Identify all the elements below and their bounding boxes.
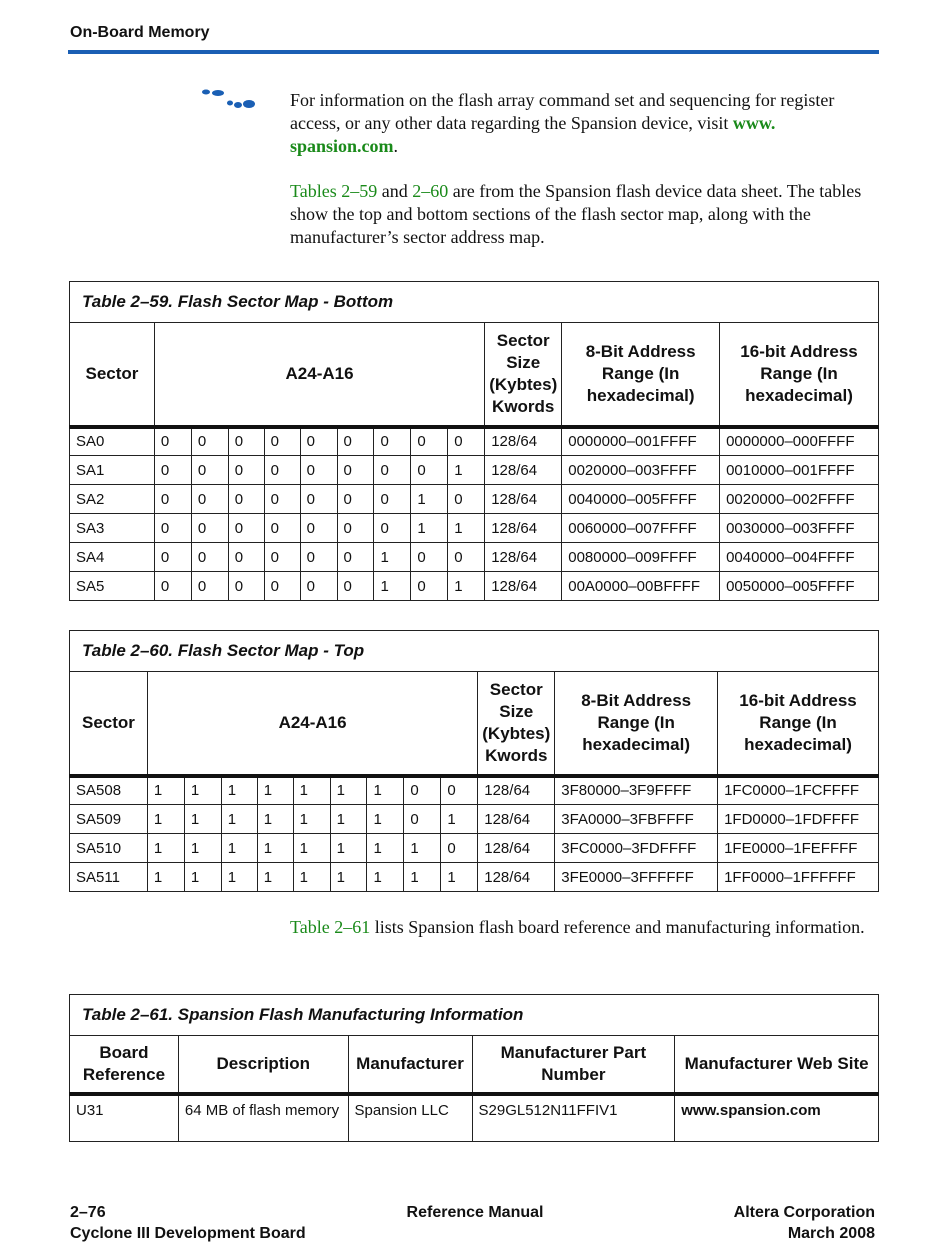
intro-paragraph bbox=[290, 180, 875, 249]
table-cell: 0 bbox=[154, 456, 191, 485]
table-cell: 1 bbox=[330, 776, 367, 805]
footer-page-number: 2–76 bbox=[70, 1204, 106, 1221]
table-cell: 0 bbox=[228, 514, 264, 543]
table-cell: 0 bbox=[228, 543, 264, 572]
table-cell: 0 bbox=[300, 514, 337, 543]
table-cell: S29GL512N11FFIV1 bbox=[472, 1094, 675, 1142]
footer-company: Altera Corporation bbox=[733, 1204, 875, 1221]
table-cell: 0 bbox=[228, 427, 264, 456]
table-cell: 1 bbox=[221, 834, 257, 863]
table-cell: 1 bbox=[293, 805, 330, 834]
table-cell: 1 bbox=[374, 572, 411, 601]
column-header: Manufacturer Part Number bbox=[472, 1036, 675, 1094]
table-row bbox=[70, 427, 879, 456]
table-cell: 0 bbox=[411, 427, 448, 456]
table-cell: 0 bbox=[300, 543, 337, 572]
table-cell: SA511 bbox=[70, 863, 148, 892]
table-cell: 00A0000–00BFFFF bbox=[562, 572, 720, 601]
note-end: . bbox=[393, 136, 399, 156]
table-cell: 128/64 bbox=[478, 776, 555, 805]
intro-rest: are from the Spansion flash device data sheet. The tables show the top and bottom sections of the flash sector map, along with the manufacturer’s sector address map. bbox=[290, 181, 862, 247]
table-cell: 0 bbox=[337, 485, 374, 514]
table-cell: 1FE0000–1FEFFFF bbox=[718, 834, 879, 863]
table-row bbox=[70, 834, 879, 863]
table-row bbox=[70, 543, 879, 572]
table-cell: SA4 bbox=[70, 543, 155, 572]
table-cell: 1 bbox=[367, 805, 404, 834]
table-cell: Spansion LLC bbox=[348, 1094, 472, 1142]
table-cell: 0000000–001FFFF bbox=[562, 427, 720, 456]
table-cell: 0 bbox=[300, 456, 337, 485]
table-cell: 1 bbox=[184, 805, 221, 834]
table-cell: 3FC0000–3FDFFFF bbox=[555, 834, 718, 863]
footer-date: March 2008 bbox=[787, 1225, 875, 1242]
table-cell: 0 bbox=[337, 427, 374, 456]
table-61-paragraph bbox=[290, 916, 875, 939]
column-header: 8-Bit Address Range (In hexadecimal) bbox=[555, 672, 718, 776]
table-cell: 0030000–003FFFF bbox=[720, 514, 879, 543]
table-cell: 0 bbox=[264, 514, 300, 543]
table-cell: 0 bbox=[228, 485, 264, 514]
table-cell: 128/64 bbox=[485, 427, 562, 456]
table-cell: 0 bbox=[448, 485, 485, 514]
table-cell: 0 bbox=[228, 456, 264, 485]
flash-sector-map-bottom-table bbox=[69, 281, 879, 601]
table-cell: SA3 bbox=[70, 514, 155, 543]
spansion-link[interactable]: www. spansion.com bbox=[290, 113, 776, 156]
table-cell: 0 bbox=[411, 543, 448, 572]
table-cell: 128/64 bbox=[485, 514, 562, 543]
table-cell: 0 bbox=[411, 572, 448, 601]
table-row bbox=[70, 863, 879, 892]
table-cell: 1 bbox=[147, 834, 184, 863]
table-cell: 0 bbox=[337, 514, 374, 543]
table-cell: 1 bbox=[404, 863, 441, 892]
table-row bbox=[70, 776, 879, 805]
column-header: Manufacturer bbox=[348, 1036, 472, 1094]
table-cell: 1 bbox=[293, 776, 330, 805]
table-2-61-link[interactable]: Table 2–61 bbox=[290, 917, 371, 937]
column-header: 16-bit Address Range (In hexadecimal) bbox=[718, 672, 879, 776]
table-cell: 128/64 bbox=[478, 834, 555, 863]
table-cell: 1 bbox=[257, 776, 293, 805]
table-cell: 1 bbox=[257, 863, 293, 892]
table-cell: 0020000–002FFFF bbox=[720, 485, 879, 514]
table-cell[interactable]: www.spansion.com bbox=[675, 1094, 879, 1142]
table-cell: 0 bbox=[337, 543, 374, 572]
table-cell: 0 bbox=[154, 572, 191, 601]
table-cell: SA0 bbox=[70, 427, 155, 456]
table-cell: 128/64 bbox=[485, 572, 562, 601]
table-cell: 1 bbox=[367, 834, 404, 863]
table-cell: 1 bbox=[293, 863, 330, 892]
spansion-manufacturing-table bbox=[69, 994, 879, 1142]
table-cell: 1 bbox=[257, 805, 293, 834]
table-cell: 0040000–004FFFF bbox=[720, 543, 879, 572]
table-cell: 1 bbox=[221, 805, 257, 834]
table-cell: 0 bbox=[264, 572, 300, 601]
table-cell: 1 bbox=[367, 776, 404, 805]
footer-right bbox=[734, 1202, 875, 1244]
table-cell: 1 bbox=[147, 776, 184, 805]
table-cell: 1FD0000–1FDFFFF bbox=[718, 805, 879, 834]
table-row bbox=[70, 1094, 879, 1142]
column-header: Manufacturer Web Site bbox=[675, 1036, 879, 1094]
table-cell: 3FA0000–3FBFFFF bbox=[555, 805, 718, 834]
table-row bbox=[70, 805, 879, 834]
header-rule bbox=[68, 50, 879, 54]
table-cell: SA508 bbox=[70, 776, 148, 805]
table-cell: 0 bbox=[448, 543, 485, 572]
column-header: A24-A16 bbox=[147, 672, 477, 776]
tables-2-59-link[interactable]: Tables 2–59 bbox=[290, 181, 378, 201]
table-cell: 128/64 bbox=[485, 485, 562, 514]
table-cell: 128/64 bbox=[478, 863, 555, 892]
table-cell: 0 bbox=[441, 834, 478, 863]
table-caption: Table 2–60. Flash Sector Map - Top bbox=[70, 631, 879, 672]
column-header: Sector bbox=[70, 323, 155, 427]
table-cell: 0 bbox=[404, 805, 441, 834]
table-cell: 0 bbox=[337, 456, 374, 485]
table-cell: 1 bbox=[257, 834, 293, 863]
table-2-60-link[interactable]: 2–60 bbox=[412, 181, 449, 201]
table-cell: 1 bbox=[448, 572, 485, 601]
table-cell: 1 bbox=[448, 456, 485, 485]
table-cell: 0 bbox=[154, 427, 191, 456]
para61-rest: lists Spansion flash board reference and manufacturing information. bbox=[370, 917, 865, 937]
note-paragraph bbox=[290, 89, 875, 158]
table-cell: 0 bbox=[191, 543, 228, 572]
column-header: Sector Size (Kybtes) Kwords bbox=[485, 323, 562, 427]
table-cell: SA2 bbox=[70, 485, 155, 514]
table-cell: 0 bbox=[191, 456, 228, 485]
table-cell: 1 bbox=[330, 834, 367, 863]
table-cell: 0 bbox=[300, 427, 337, 456]
table-cell: 0 bbox=[264, 427, 300, 456]
footer-board-name: Cyclone III Development Board bbox=[70, 1225, 306, 1242]
table-cell: 1 bbox=[448, 514, 485, 543]
table-cell: 0 bbox=[191, 427, 228, 456]
column-header: Sector Size (Kybtes) Kwords bbox=[478, 672, 555, 776]
table-cell: 64 MB of flash memory bbox=[178, 1094, 348, 1142]
column-header: 8-Bit Address Range (In hexadecimal) bbox=[562, 323, 720, 427]
table-row bbox=[70, 514, 879, 543]
table-cell: 1 bbox=[184, 863, 221, 892]
table-cell: 0 bbox=[264, 485, 300, 514]
table-cell: 0 bbox=[411, 456, 448, 485]
table-cell: 0 bbox=[154, 514, 191, 543]
table-cell: 0 bbox=[374, 514, 411, 543]
table-cell: 1 bbox=[404, 834, 441, 863]
note-text: For information on the flash array command set and sequencing for register access, or any other data regarding the Spansion device, visit bbox=[290, 90, 835, 133]
table-cell: 0 bbox=[264, 456, 300, 485]
table-cell: 0020000–003FFFF bbox=[562, 456, 720, 485]
table-cell: SA509 bbox=[70, 805, 148, 834]
table-cell: 1 bbox=[184, 776, 221, 805]
table-cell: 1 bbox=[441, 805, 478, 834]
table-cell: 1 bbox=[221, 863, 257, 892]
flash-sector-map-top-table bbox=[69, 630, 879, 892]
intro-and: and bbox=[377, 181, 413, 201]
footprints-icon bbox=[200, 88, 260, 112]
table-cell: 0010000–001FFFF bbox=[720, 456, 879, 485]
table-cell: 0 bbox=[191, 572, 228, 601]
table-cell: 0 bbox=[154, 543, 191, 572]
table-cell: 0 bbox=[374, 427, 411, 456]
table-cell: U31 bbox=[70, 1094, 179, 1142]
table-cell: 0 bbox=[228, 572, 264, 601]
table-cell: 1 bbox=[184, 834, 221, 863]
page-header-title: On-Board Memory bbox=[70, 24, 210, 41]
table-cell: 1FF0000–1FFFFFF bbox=[718, 863, 879, 892]
column-header: A24-A16 bbox=[154, 323, 484, 427]
table-caption: Table 2–61. Spansion Flash Manufacturing Information bbox=[70, 995, 879, 1036]
table-cell: 1 bbox=[221, 776, 257, 805]
column-header: Sector bbox=[70, 672, 148, 776]
table-cell: SA510 bbox=[70, 834, 148, 863]
table-cell: 0 bbox=[264, 543, 300, 572]
table-cell: 0 bbox=[300, 572, 337, 601]
table-cell: 0 bbox=[441, 776, 478, 805]
table-cell: 0040000–005FFFF bbox=[562, 485, 720, 514]
table-cell: 1 bbox=[374, 543, 411, 572]
table-cell: 0 bbox=[300, 485, 337, 514]
column-header: Board Reference bbox=[70, 1036, 179, 1094]
table-cell: 0080000–009FFFF bbox=[562, 543, 720, 572]
table-row bbox=[70, 485, 879, 514]
table-cell: 1 bbox=[411, 485, 448, 514]
table-row bbox=[70, 572, 879, 601]
table-cell: 1FC0000–1FCFFFF bbox=[718, 776, 879, 805]
column-header: 16-bit Address Range (In hexadecimal) bbox=[720, 323, 879, 427]
table-cell: 128/64 bbox=[485, 456, 562, 485]
table-cell: 0 bbox=[154, 485, 191, 514]
column-header: Description bbox=[178, 1036, 348, 1094]
table-cell: 1 bbox=[411, 514, 448, 543]
table-cell: 128/64 bbox=[478, 805, 555, 834]
table-cell: 0 bbox=[191, 514, 228, 543]
table-cell: SA5 bbox=[70, 572, 155, 601]
table-cell: 0060000–007FFFF bbox=[562, 514, 720, 543]
table-cell: 1 bbox=[293, 834, 330, 863]
table-cell: 0 bbox=[374, 485, 411, 514]
table-row bbox=[70, 456, 879, 485]
table-cell: 0 bbox=[448, 427, 485, 456]
table-cell: 1 bbox=[441, 863, 478, 892]
table-cell: 0050000–005FFFF bbox=[720, 572, 879, 601]
table-cell: 128/64 bbox=[485, 543, 562, 572]
table-cell: 1 bbox=[367, 863, 404, 892]
table-cell: 3FE0000–3FFFFFF bbox=[555, 863, 718, 892]
table-cell: 0 bbox=[337, 572, 374, 601]
footer-doc-type: Reference Manual bbox=[406, 1204, 544, 1221]
table-cell: 1 bbox=[330, 863, 367, 892]
table-cell: 1 bbox=[147, 805, 184, 834]
table-cell: 0000000–000FFFF bbox=[720, 427, 879, 456]
table-cell: 1 bbox=[147, 863, 184, 892]
table-cell: 0 bbox=[374, 456, 411, 485]
table-cell: 0 bbox=[404, 776, 441, 805]
table-cell: SA1 bbox=[70, 456, 155, 485]
table-cell: 1 bbox=[330, 805, 367, 834]
table-cell: 0 bbox=[191, 485, 228, 514]
table-caption: Table 2–59. Flash Sector Map - Bottom bbox=[70, 282, 879, 323]
table-cell: 3F80000–3F9FFFF bbox=[555, 776, 718, 805]
